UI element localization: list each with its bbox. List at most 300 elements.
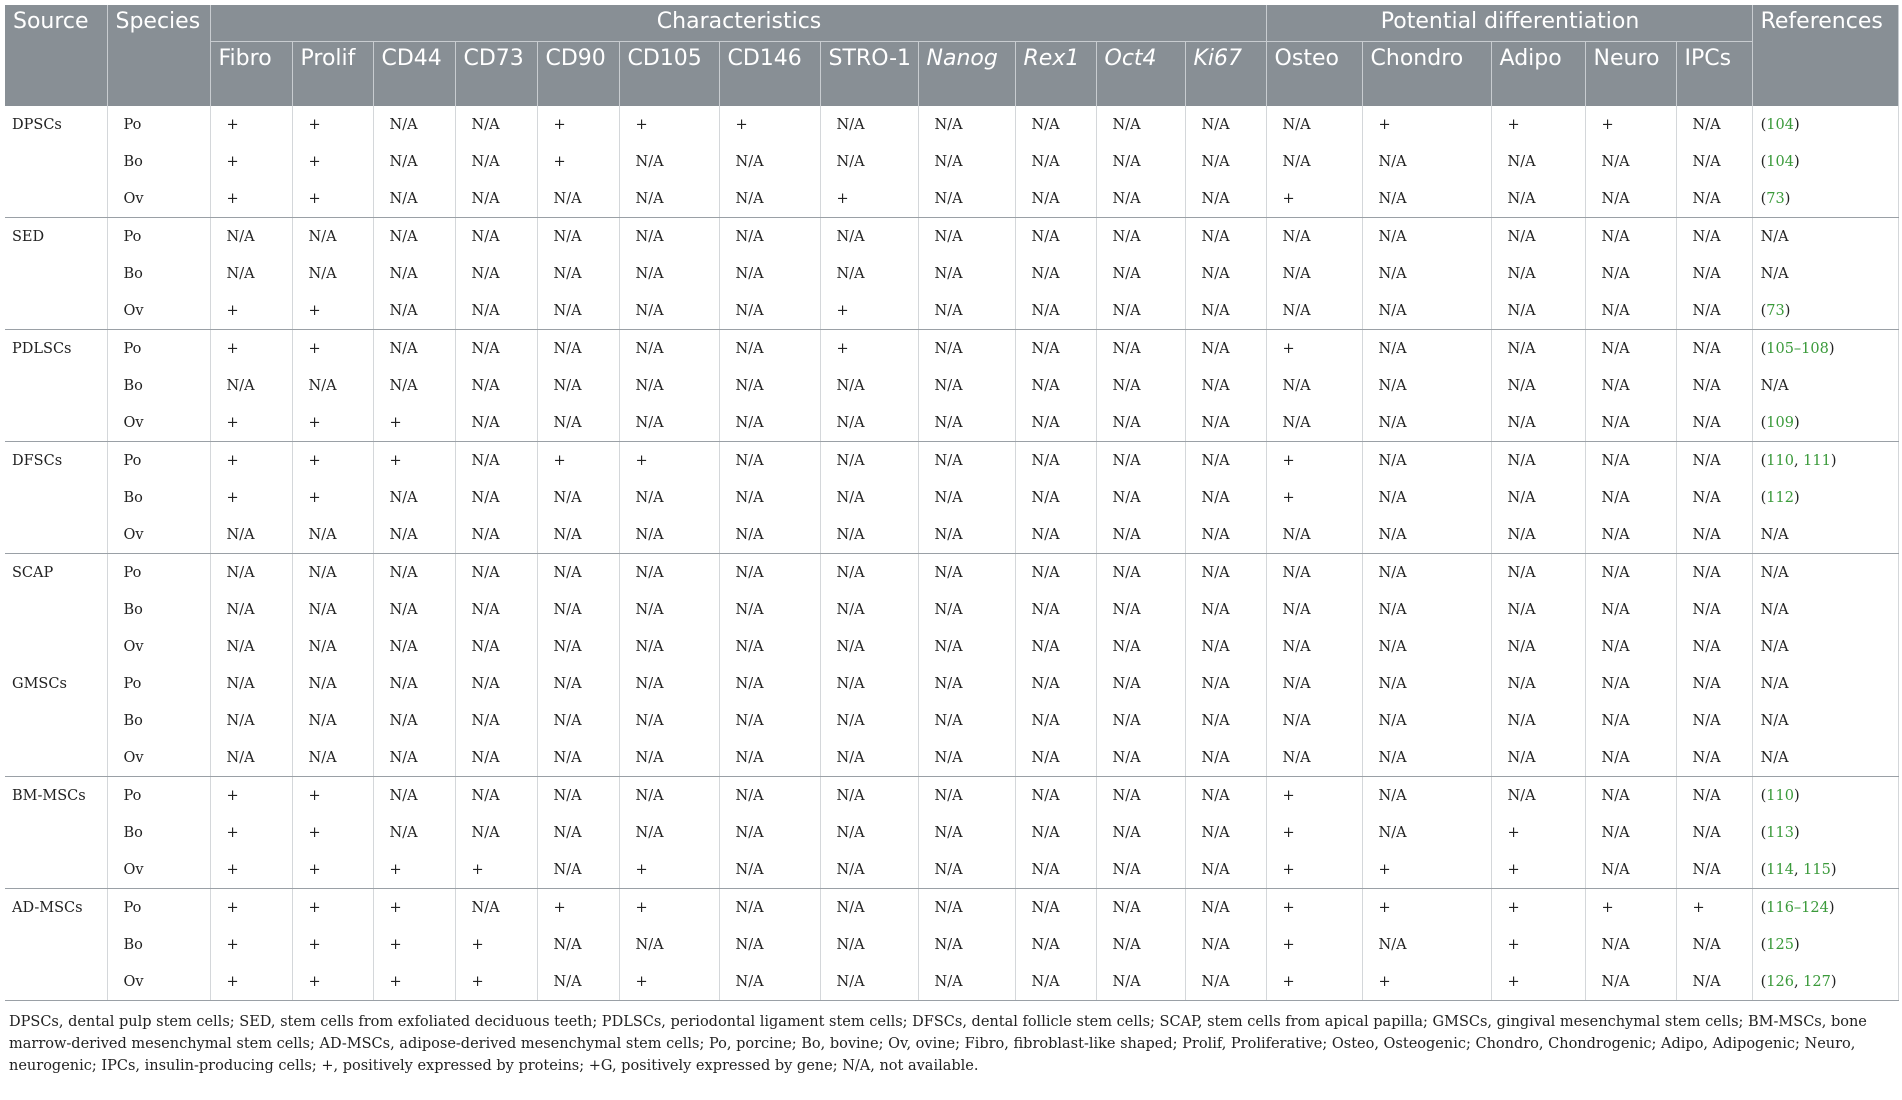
value-cell: N/A <box>1585 255 1676 292</box>
reference-link[interactable]: 126 <box>1766 973 1794 990</box>
reference-cell <box>1752 814 1898 851</box>
header-col-nanog: Nanog <box>918 42 1015 107</box>
value-cell: N/A <box>1096 777 1185 815</box>
header-col-fibro: Fibro <box>210 42 292 107</box>
value-cell: N/A <box>1676 218 1752 256</box>
species-cell: Bo <box>107 255 210 292</box>
value-cell: N/A <box>719 739 820 777</box>
value-cell: + <box>210 330 292 368</box>
value-cell: N/A <box>619 367 719 404</box>
value-cell: N/A <box>1015 554 1096 592</box>
value-cell: N/A <box>1362 143 1491 180</box>
value-cell: + <box>537 889 619 927</box>
value-cell: N/A <box>918 143 1015 180</box>
value-cell: N/A <box>1362 442 1491 480</box>
value-cell: + <box>719 106 820 143</box>
reference-open-paren: ( <box>1760 302 1767 319</box>
value-cell: + <box>210 889 292 927</box>
value-cell: + <box>1491 926 1585 963</box>
value-cell: N/A <box>455 479 537 516</box>
value-cell: N/A <box>1185 255 1266 292</box>
value-cell: + <box>1362 106 1491 143</box>
reference-cell: N/A <box>1752 516 1898 554</box>
value-cell: N/A <box>820 702 918 739</box>
value-cell: N/A <box>373 665 455 702</box>
species-cell: Bo <box>107 926 210 963</box>
value-cell: + <box>210 143 292 180</box>
value-cell: N/A <box>820 851 918 889</box>
value-cell: N/A <box>1096 926 1185 963</box>
value-cell: N/A <box>1676 554 1752 592</box>
value-cell: + <box>373 851 455 889</box>
value-cell: N/A <box>918 851 1015 889</box>
value-cell: N/A <box>1491 702 1585 739</box>
value-cell: N/A <box>373 628 455 665</box>
value-cell: N/A <box>1585 554 1676 592</box>
value-cell: + <box>1491 814 1585 851</box>
value-cell: N/A <box>619 926 719 963</box>
value-cell: N/A <box>373 143 455 180</box>
value-cell: N/A <box>1491 255 1585 292</box>
value-cell: N/A <box>619 330 719 368</box>
value-cell: N/A <box>292 218 373 256</box>
reference-cell: N/A <box>1752 665 1898 702</box>
value-cell: N/A <box>1015 479 1096 516</box>
value-cell: + <box>373 404 455 442</box>
value-cell: + <box>455 851 537 889</box>
value-cell: N/A <box>455 554 537 592</box>
value-cell: N/A <box>1362 926 1491 963</box>
value-cell: N/A <box>537 963 619 1001</box>
value-cell: N/A <box>820 218 918 256</box>
reference-link[interactable]: 116–124 <box>1766 899 1829 916</box>
value-cell: N/A <box>1266 665 1362 702</box>
reference-open-paren: ( <box>1760 861 1767 878</box>
value-cell: N/A <box>719 292 820 330</box>
value-cell: N/A <box>719 255 820 292</box>
value-cell: N/A <box>820 367 918 404</box>
value-cell: + <box>1266 926 1362 963</box>
value-cell: N/A <box>619 516 719 554</box>
reference-link[interactable]: 111 <box>1803 452 1831 469</box>
value-cell: + <box>292 777 373 815</box>
value-cell: N/A <box>619 702 719 739</box>
value-cell: N/A <box>1362 702 1491 739</box>
header-col-cd105: CD105 <box>619 42 719 107</box>
value-cell: N/A <box>1362 665 1491 702</box>
reference-close-paren: ) <box>1793 414 1800 431</box>
value-cell: + <box>619 851 719 889</box>
reference-cell: N/A <box>1752 218 1898 256</box>
reference-open-paren: ( <box>1760 489 1767 506</box>
value-cell: N/A <box>373 702 455 739</box>
header-col-oct4: Oct4 <box>1096 42 1185 107</box>
header-col-stro-1: STRO-1 <box>820 42 918 107</box>
table-row <box>5 330 1898 368</box>
value-cell: N/A <box>918 442 1015 480</box>
value-cell: N/A <box>1015 292 1096 330</box>
value-cell: N/A <box>537 628 619 665</box>
table-row <box>5 777 1898 815</box>
value-cell: N/A <box>455 516 537 554</box>
species-cell: Po <box>107 554 210 592</box>
value-cell: N/A <box>619 739 719 777</box>
value-cell: N/A <box>719 591 820 628</box>
species-cell: Ov <box>107 739 210 777</box>
value-cell: N/A <box>292 255 373 292</box>
species-cell: Po <box>107 665 210 702</box>
value-cell: N/A <box>1676 143 1752 180</box>
value-cell: N/A <box>1676 665 1752 702</box>
value-cell: N/A <box>1015 702 1096 739</box>
value-cell: N/A <box>1491 665 1585 702</box>
value-cell: N/A <box>1676 851 1752 889</box>
table-row <box>5 106 1898 143</box>
table-row <box>5 218 1898 256</box>
value-cell: N/A <box>210 218 292 256</box>
value-cell: N/A <box>455 777 537 815</box>
value-cell: N/A <box>1015 442 1096 480</box>
value-cell: N/A <box>1676 479 1752 516</box>
value-cell: N/A <box>820 554 918 592</box>
value-cell: N/A <box>292 516 373 554</box>
reference-cell: (110, 111) <box>1752 442 1898 480</box>
value-cell: N/A <box>1362 218 1491 256</box>
reference-link[interactable]: 104 <box>1766 116 1794 133</box>
source-cell: PDLSCs <box>5 330 107 442</box>
value-cell: N/A <box>619 479 719 516</box>
value-cell: N/A <box>373 739 455 777</box>
value-cell: + <box>1266 442 1362 480</box>
value-cell: N/A <box>1015 143 1096 180</box>
value-cell: N/A <box>455 255 537 292</box>
table-row <box>5 143 1898 180</box>
value-cell: N/A <box>1185 702 1266 739</box>
value-cell: N/A <box>455 367 537 404</box>
value-cell: + <box>619 442 719 480</box>
value-cell: N/A <box>1676 814 1752 851</box>
reference-cell <box>1752 404 1898 442</box>
value-cell: N/A <box>918 180 1015 218</box>
value-cell: N/A <box>918 516 1015 554</box>
species-cell: Po <box>107 218 210 256</box>
value-cell: N/A <box>918 702 1015 739</box>
value-cell: N/A <box>292 554 373 592</box>
value-cell: N/A <box>537 218 619 256</box>
value-cell: N/A <box>292 628 373 665</box>
value-cell: + <box>1585 106 1676 143</box>
value-cell: N/A <box>820 106 918 143</box>
header-characteristics: Characteristics <box>210 5 1266 42</box>
table-row <box>5 851 1898 889</box>
reference-link[interactable]: 110 <box>1766 787 1794 804</box>
value-cell: N/A <box>719 180 820 218</box>
value-cell: + <box>1676 889 1752 927</box>
value-cell: N/A <box>537 255 619 292</box>
table-row <box>5 814 1898 851</box>
value-cell: N/A <box>918 479 1015 516</box>
value-cell: N/A <box>1185 851 1266 889</box>
value-cell: N/A <box>820 479 918 516</box>
reference-cell: N/A <box>1752 739 1898 777</box>
value-cell: N/A <box>537 367 619 404</box>
table-row <box>5 292 1898 330</box>
value-cell: N/A <box>918 404 1015 442</box>
value-cell: + <box>373 926 455 963</box>
value-cell: N/A <box>1015 814 1096 851</box>
value-cell: N/A <box>619 404 719 442</box>
value-cell: N/A <box>1096 702 1185 739</box>
value-cell: N/A <box>1362 367 1491 404</box>
header-col-neuro: Neuro <box>1585 42 1676 107</box>
value-cell: N/A <box>292 367 373 404</box>
value-cell: N/A <box>455 889 537 927</box>
value-cell: N/A <box>1266 628 1362 665</box>
value-cell: + <box>619 963 719 1001</box>
header-species: Species <box>107 5 210 106</box>
species-cell: Po <box>107 106 210 143</box>
value-cell: N/A <box>1096 143 1185 180</box>
value-cell: N/A <box>1362 591 1491 628</box>
value-cell: N/A <box>1362 554 1491 592</box>
value-cell: N/A <box>1185 777 1266 815</box>
value-cell: N/A <box>1266 218 1362 256</box>
value-cell: + <box>292 180 373 218</box>
value-cell: N/A <box>719 665 820 702</box>
value-cell: N/A <box>1185 143 1266 180</box>
reference-link[interactable]: 110 <box>1766 452 1794 469</box>
value-cell: + <box>292 926 373 963</box>
value-cell: N/A <box>210 739 292 777</box>
reference-close-paren: ) <box>1793 787 1800 804</box>
value-cell: N/A <box>820 143 918 180</box>
value-cell: + <box>455 926 537 963</box>
value-cell: + <box>292 851 373 889</box>
value-cell: N/A <box>455 106 537 143</box>
value-cell: + <box>210 963 292 1001</box>
reference-cell <box>1752 180 1898 218</box>
value-cell: N/A <box>1676 330 1752 368</box>
value-cell: N/A <box>619 143 719 180</box>
reference-link[interactable]: 113 <box>1766 824 1794 841</box>
value-cell: N/A <box>820 889 918 927</box>
value-cell: N/A <box>373 516 455 554</box>
value-cell: N/A <box>820 963 918 1001</box>
table-row <box>5 963 1898 1001</box>
value-cell: N/A <box>210 516 292 554</box>
value-cell: N/A <box>1585 739 1676 777</box>
source-cell: DPSCs <box>5 106 107 218</box>
value-cell: N/A <box>1676 516 1752 554</box>
value-cell: N/A <box>1015 404 1096 442</box>
species-cell: Ov <box>107 851 210 889</box>
value-cell: N/A <box>1096 367 1185 404</box>
value-cell: N/A <box>537 180 619 218</box>
source-cell: GMSCs <box>5 665 107 777</box>
value-cell: + <box>1362 851 1491 889</box>
value-cell: N/A <box>1015 963 1096 1001</box>
header-col-ipcs: IPCs <box>1676 42 1752 107</box>
reference-link[interactable]: 104 <box>1766 153 1794 170</box>
reference-open-paren: ( <box>1760 116 1767 133</box>
reference-open-paren: ( <box>1760 973 1767 990</box>
value-cell: + <box>1491 106 1585 143</box>
value-cell: N/A <box>1491 404 1585 442</box>
value-cell: N/A <box>1491 554 1585 592</box>
value-cell: N/A <box>1096 554 1185 592</box>
value-cell: N/A <box>1585 218 1676 256</box>
value-cell: N/A <box>820 739 918 777</box>
value-cell: + <box>1362 963 1491 1001</box>
value-cell: N/A <box>1491 442 1585 480</box>
value-cell: N/A <box>373 554 455 592</box>
value-cell: N/A <box>1491 591 1585 628</box>
value-cell: N/A <box>918 665 1015 702</box>
reference-close-paren: ) <box>1793 824 1800 841</box>
value-cell: N/A <box>1015 330 1096 368</box>
value-cell: N/A <box>537 739 619 777</box>
table-header <box>5 5 1898 106</box>
value-cell: + <box>292 479 373 516</box>
reference-cell <box>1752 889 1898 927</box>
value-cell: + <box>210 851 292 889</box>
value-cell: N/A <box>918 926 1015 963</box>
value-cell: N/A <box>1096 404 1185 442</box>
value-cell: N/A <box>1096 814 1185 851</box>
header-col-ki67: Ki67 <box>1185 42 1266 107</box>
header-col-chondro: Chondro <box>1362 42 1491 107</box>
value-cell: N/A <box>1676 628 1752 665</box>
value-cell: N/A <box>1185 591 1266 628</box>
reference-open-paren: ( <box>1760 936 1767 953</box>
value-cell: + <box>820 330 918 368</box>
species-cell: Ov <box>107 516 210 554</box>
value-cell: N/A <box>619 814 719 851</box>
value-cell: N/A <box>1096 255 1185 292</box>
reference-link[interactable]: 109 <box>1766 414 1794 431</box>
value-cell: N/A <box>373 106 455 143</box>
reference-close-paren: ) <box>1784 302 1791 319</box>
reference-open-paren: ( <box>1760 899 1767 916</box>
value-cell: N/A <box>719 889 820 927</box>
value-cell: N/A <box>1266 554 1362 592</box>
value-cell: N/A <box>373 814 455 851</box>
value-cell: N/A <box>1491 330 1585 368</box>
value-cell: N/A <box>1096 442 1185 480</box>
value-cell: + <box>1491 851 1585 889</box>
value-cell: N/A <box>537 814 619 851</box>
value-cell: N/A <box>719 554 820 592</box>
value-cell: N/A <box>292 591 373 628</box>
table-row <box>5 665 1898 702</box>
value-cell: N/A <box>455 330 537 368</box>
species-cell: Po <box>107 442 210 480</box>
reference-open-paren: ( <box>1760 153 1767 170</box>
value-cell: N/A <box>1185 180 1266 218</box>
value-cell: N/A <box>619 292 719 330</box>
value-cell: + <box>455 963 537 1001</box>
value-cell: N/A <box>918 777 1015 815</box>
value-cell: N/A <box>1585 591 1676 628</box>
value-cell: + <box>1266 814 1362 851</box>
value-cell: N/A <box>210 628 292 665</box>
value-cell: N/A <box>373 218 455 256</box>
value-cell: N/A <box>1585 628 1676 665</box>
species-cell: Po <box>107 330 210 368</box>
reference-link[interactable]: 125 <box>1766 936 1794 953</box>
value-cell: N/A <box>1491 143 1585 180</box>
value-cell: N/A <box>918 591 1015 628</box>
reference-link[interactable]: 105–108 <box>1766 340 1829 357</box>
reference-open-paren: ( <box>1760 190 1767 207</box>
value-cell: + <box>820 180 918 218</box>
value-cell: N/A <box>1585 143 1676 180</box>
header-col-adipo: Adipo <box>1491 42 1585 107</box>
reference-cell <box>1752 330 1898 368</box>
value-cell: N/A <box>918 889 1015 927</box>
value-cell: + <box>1266 851 1362 889</box>
value-cell: N/A <box>210 367 292 404</box>
value-cell: N/A <box>1585 442 1676 480</box>
table-row <box>5 926 1898 963</box>
reference-link[interactable]: 115 <box>1803 861 1831 878</box>
species-cell: Bo <box>107 143 210 180</box>
value-cell: + <box>210 814 292 851</box>
value-cell: N/A <box>719 702 820 739</box>
reference-link[interactable]: 73 <box>1766 302 1785 319</box>
value-cell: N/A <box>918 255 1015 292</box>
value-cell: + <box>210 777 292 815</box>
value-cell: N/A <box>719 926 820 963</box>
value-cell: N/A <box>537 404 619 442</box>
value-cell: N/A <box>619 665 719 702</box>
table-row <box>5 591 1898 628</box>
table-row <box>5 739 1898 777</box>
reference-link[interactable]: 114 <box>1766 861 1794 878</box>
value-cell: N/A <box>1676 442 1752 480</box>
value-cell: N/A <box>1585 814 1676 851</box>
value-cell: + <box>210 292 292 330</box>
value-cell: N/A <box>1676 292 1752 330</box>
value-cell: N/A <box>1585 963 1676 1001</box>
reference-cell <box>1752 479 1898 516</box>
value-cell: N/A <box>1491 628 1585 665</box>
value-cell: + <box>292 814 373 851</box>
value-cell: N/A <box>1015 777 1096 815</box>
value-cell: N/A <box>719 777 820 815</box>
value-cell: N/A <box>1491 739 1585 777</box>
value-cell: N/A <box>1362 516 1491 554</box>
species-cell: Ov <box>107 292 210 330</box>
value-cell: N/A <box>1185 330 1266 368</box>
value-cell: N/A <box>373 180 455 218</box>
table-row <box>5 180 1898 218</box>
value-cell: N/A <box>1676 180 1752 218</box>
value-cell: N/A <box>1185 367 1266 404</box>
value-cell: N/A <box>1585 777 1676 815</box>
reference-link[interactable]: 73 <box>1766 190 1785 207</box>
value-cell: N/A <box>455 628 537 665</box>
value-cell: N/A <box>1185 963 1266 1001</box>
value-cell: N/A <box>1185 479 1266 516</box>
reference-link[interactable]: 112 <box>1766 489 1794 506</box>
value-cell: N/A <box>1096 963 1185 1001</box>
table-row <box>5 554 1898 592</box>
value-cell: N/A <box>1185 516 1266 554</box>
species-cell: Bo <box>107 702 210 739</box>
reference-cell: N/A <box>1752 702 1898 739</box>
reference-link[interactable]: 127 <box>1803 973 1831 990</box>
